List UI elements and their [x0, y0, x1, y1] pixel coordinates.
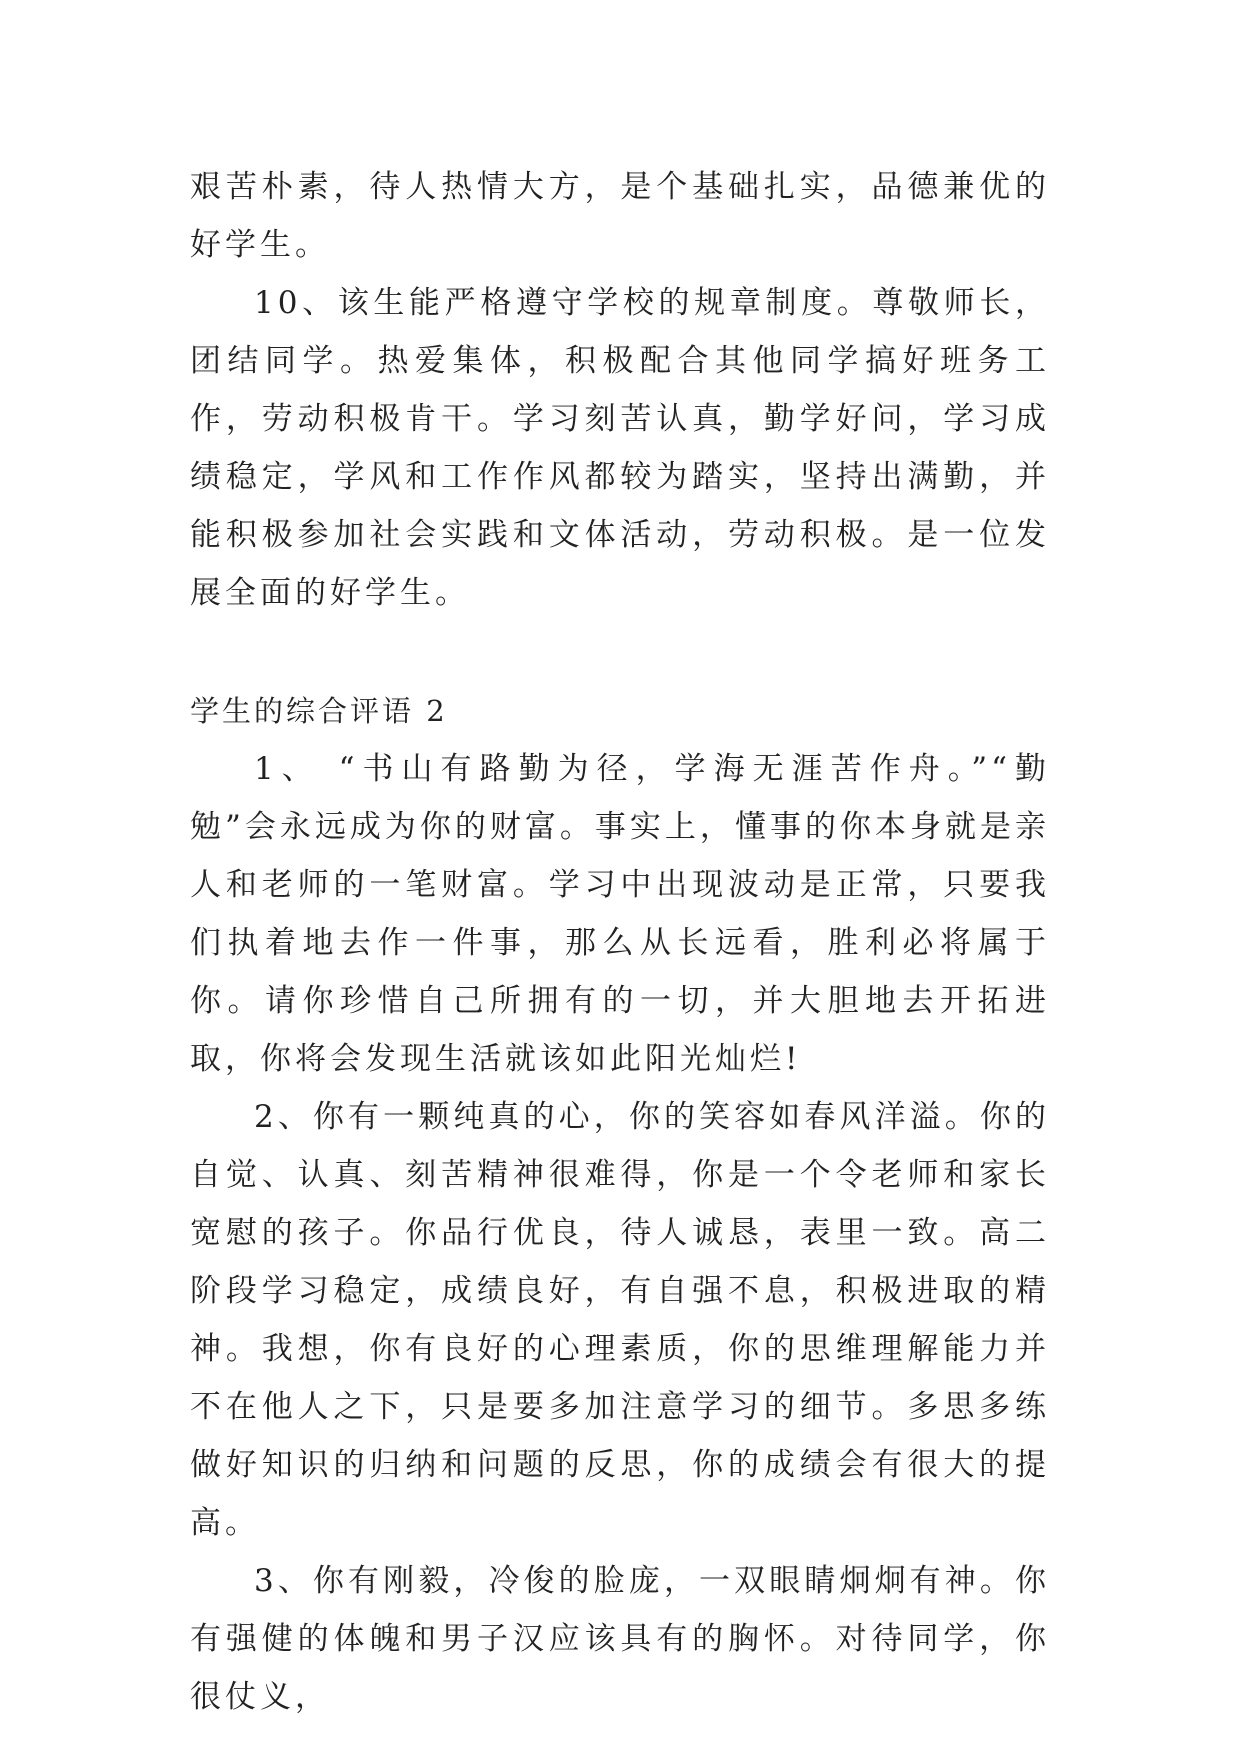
- section-title: 学生的综合评语 2: [190, 694, 448, 728]
- paragraph-item-2: 2、你有一颗纯真的心，你的笑容如春风洋溢。你的自觉、认真、刻苦精神很难得，你是一个令老师和家长宽慰的孩子。你品行优良，待人诚恳，表里一致。高二阶段学习稳定，成绩良好，有自强不息，积极进取的精神。我想，你有良好的心理素质，你的思维理解能力并不在他人之下，只是要多加注意学习的细节。多思多练做好知识的归纳和问题的反思，你的成绩会有很大的提高。: [190, 1099, 1050, 1541]
- paragraph-item-3: 3、你有刚毅，冷俊的脸庞，一双眼睛炯炯有神。你有强健的体魄和男子汉应该具有的胸怀。对待同学，你很仗义，: [190, 1563, 1050, 1715]
- paragraph-continued: 艰苦朴素，待人热情大方，是个基础扎实，品德兼优的好学生。: [190, 169, 1050, 263]
- paragraph-item-1: 1、 “书山有路勤为径，学海无涯苦作舟。”“勤勉”会永远成为你的财富。事实上，懂事的你本身就是亲人和老师的一笔财富。学习中出现波动是正常，只要我们执着地去作一件事，那么从长远看，胜利必将属于你。请你珍惜自己所拥有的一切，并大胆地去开拓进取，你将会发现生活就该如此阳光灿烂!: [190, 751, 1050, 1077]
- paragraph-item-10: 10、该生能严格遵守学校的规章制度。尊敬师长，团结同学。热爱集体，积极配合其他同学搞好班务工作，劳动积极肯干。学习刻苦认真，勤学好问，学习成绩稳定，学风和工作作风都较为踏实，坚持出满勤，并能积极参加社会实践和文体活动，劳动积极。是一位发展全面的好学生。: [190, 285, 1050, 611]
- document-body: [190, 158, 1050, 1726]
